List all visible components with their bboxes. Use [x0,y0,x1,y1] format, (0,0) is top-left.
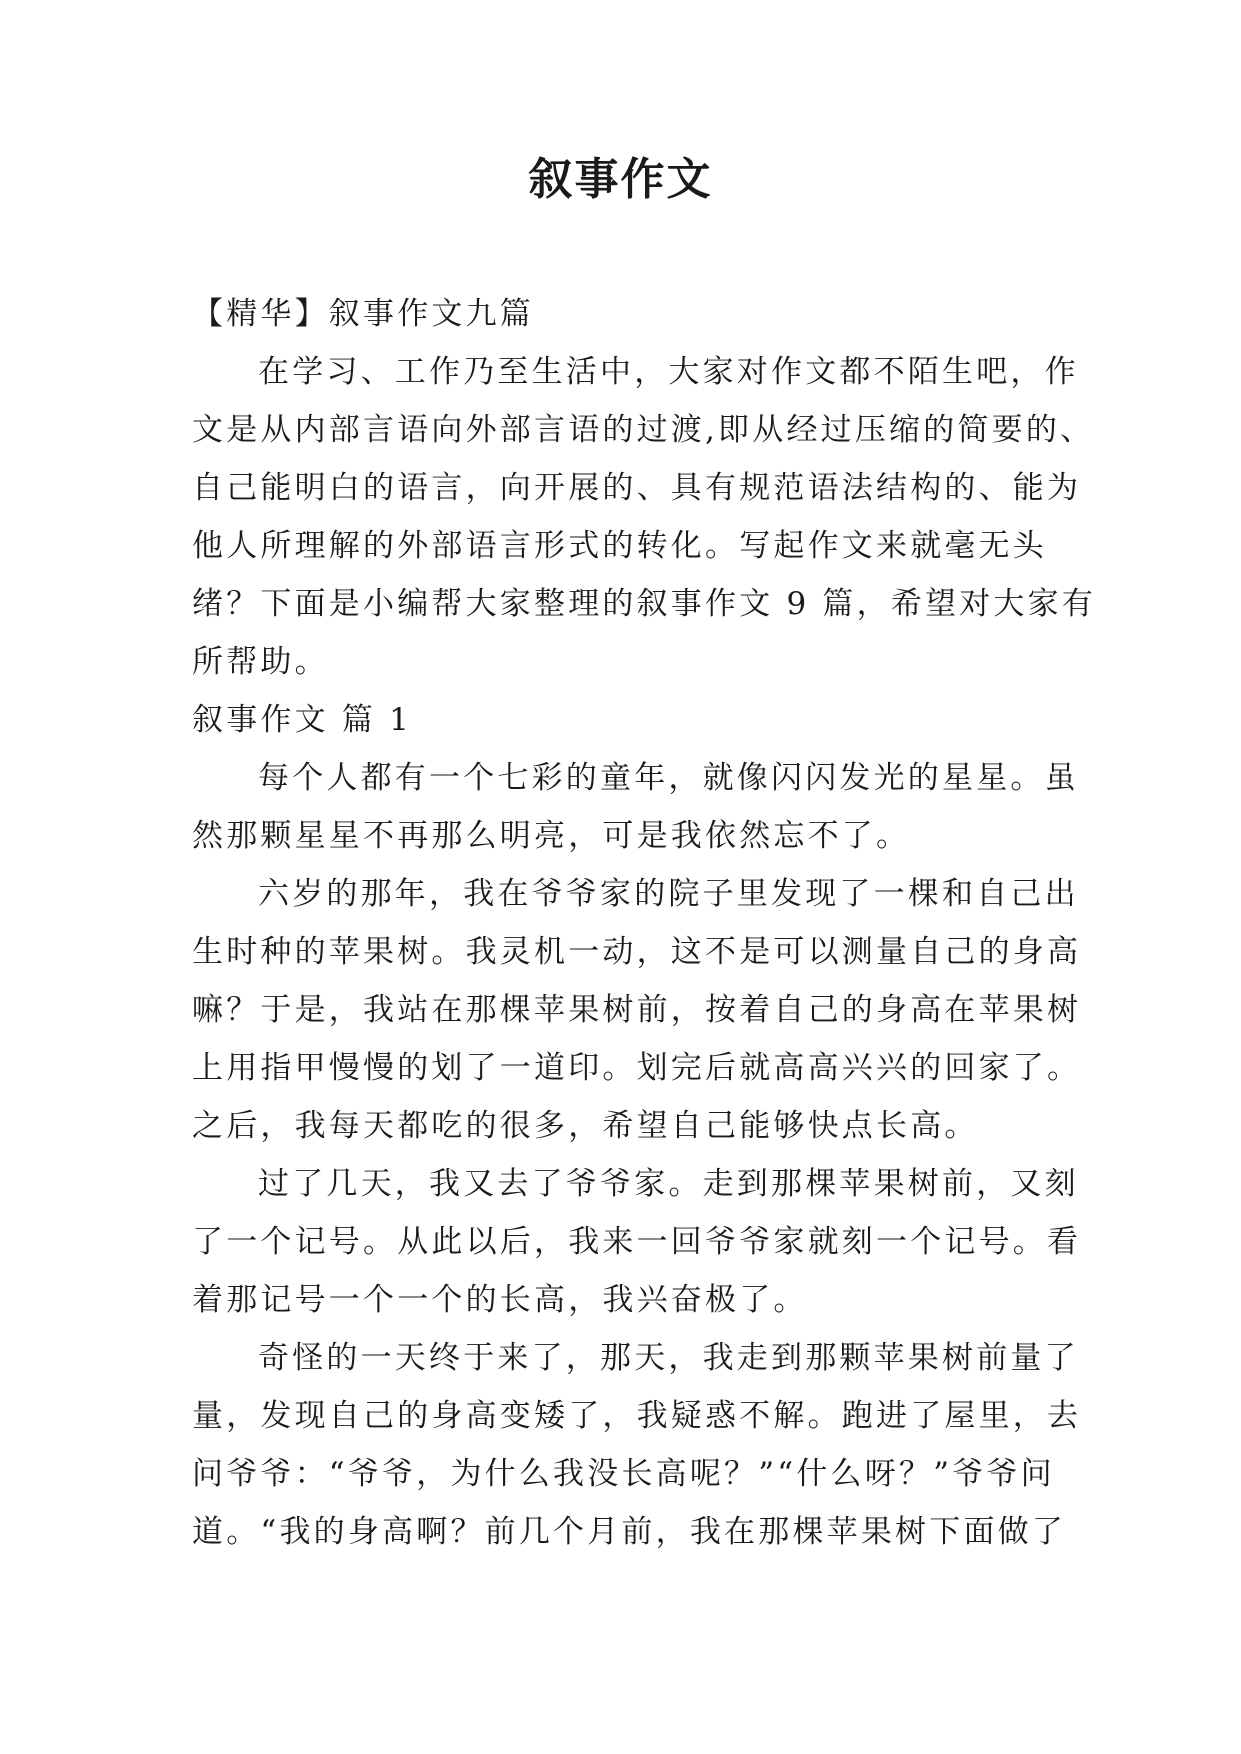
section-heading: 叙事作文 篇 1 [192,702,413,738]
paragraph-line: 问爷爷：“爷爷，为什么我没长高呢？”“什么呀？”爷爷问 [192,1456,1055,1492]
paragraph-line: 之后，我每天都吃的很多，希望自己能够快点长高。 [192,1108,979,1144]
document-subtitle: 【精华】叙事作文九篇 [192,296,534,332]
paragraph-line: 奇怪的一天终于来了，那天，我走到那颗苹果树前量了 [258,1340,1079,1376]
paragraph-line: 过了几天，我又去了爷爷家。走到那棵苹果树前，又刻 [258,1166,1079,1202]
paragraph-line: 嘛？于是，我站在那棵苹果树前，按着自己的身高在苹果树 [192,992,1082,1028]
paragraph-line: 六岁的那年，我在爷爷家的院子里发现了一棵和自己出 [258,876,1079,912]
paragraph-line: 生时种的苹果树。我灵机一动，这不是可以测量自己的身高 [192,934,1082,970]
paragraph-line: 文是从内部言语向外部言语的过渡,即从经过压缩的简要的、 [192,412,1095,448]
document-body [192,285,1097,1561]
paragraph-line: 每个人都有一个七彩的童年，就像闪闪发光的星星。虽 [258,760,1079,796]
paragraph-line: 他人所理解的外部语言形式的转化。写起作文来就毫无头 [192,528,1047,564]
paragraph-line: 自己能明白的语言，向开展的、具有规范语法结构的、能为 [192,470,1082,506]
paragraph-line: 所帮助。 [192,644,329,680]
paragraph-line: 量，发现自己的身高变矮了，我疑惑不解。跑进了屋里，去 [192,1398,1082,1434]
paragraph-line: 在学习、工作乃至生活中，大家对作文都不陌生吧，作 [258,354,1079,390]
paragraph-line: 绪？下面是小编帮大家整理的叙事作文 9 篇，希望对大家有 [192,586,1097,622]
paragraph-line: 着那记号一个一个的长高，我兴奋极了。 [192,1282,808,1318]
document-title: 叙事作文 [528,154,713,205]
paragraph-line: 然那颗星星不再那么明亮，可是我依然忘不了。 [192,818,911,854]
paragraph-line: 道。“我的身高啊？前几个月前，我在那棵苹果树下面做了 [192,1514,1067,1550]
paragraph-line: 了一个记号。从此以后，我来一回爷爷家就刻一个记号。看 [192,1224,1082,1260]
paragraph-line: 上用指甲慢慢的划了一道印。划完后就高高兴兴的回家了。 [192,1050,1082,1086]
